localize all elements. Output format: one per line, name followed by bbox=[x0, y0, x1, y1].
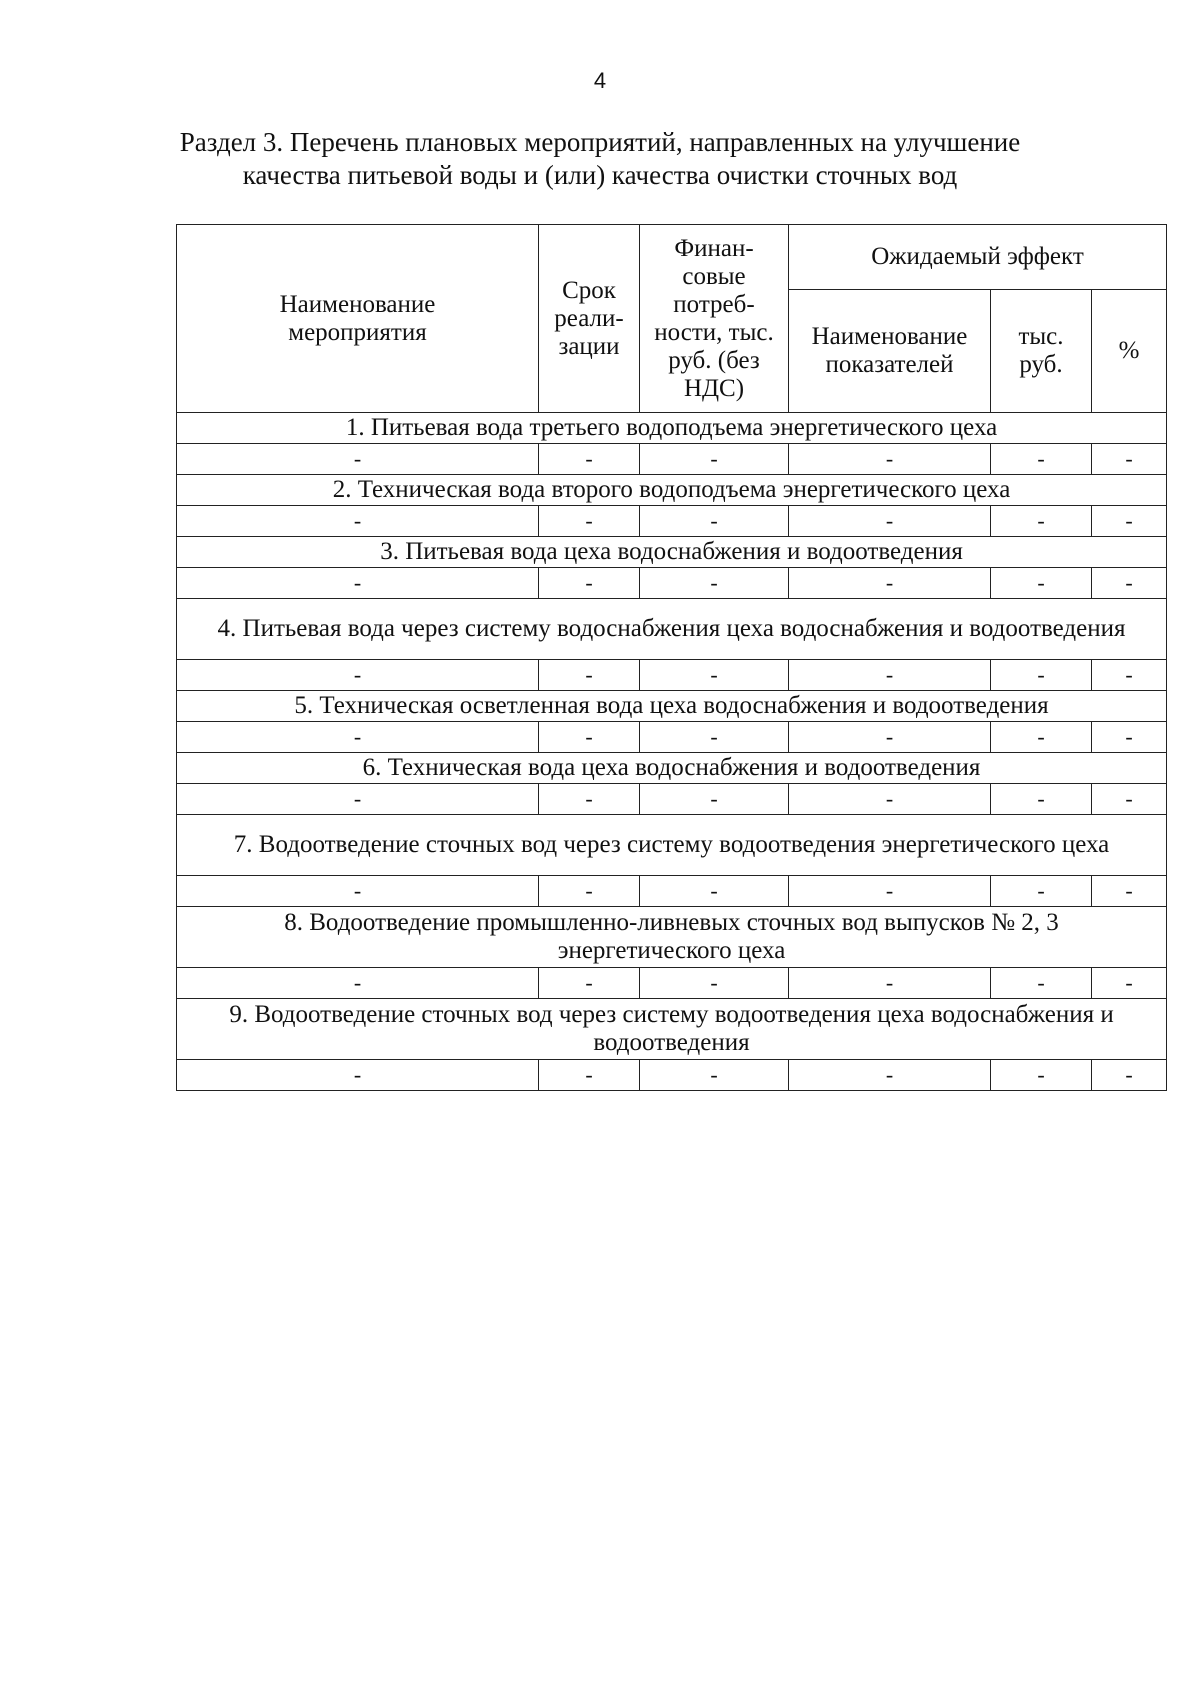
header-percent: % bbox=[1092, 290, 1167, 413]
section-title bbox=[150, 126, 1050, 192]
table-cell: - bbox=[1092, 722, 1167, 753]
section-title: 2. Техническая вода второго водоподъема энергетического цеха bbox=[177, 475, 1167, 506]
table-cell: - bbox=[177, 660, 539, 691]
header-measure-name: Наименование мероприятия bbox=[177, 225, 539, 413]
table-cell: - bbox=[177, 968, 539, 999]
table-cell: - bbox=[789, 784, 991, 815]
table-row bbox=[177, 660, 1167, 691]
table-row bbox=[177, 444, 1167, 475]
section-title: 1. Питьевая вода третьего водоподъема энергетического цеха bbox=[177, 413, 1167, 444]
section-title-line-1: Раздел 3. Перечень плановых мероприятий, направленных на улучшение bbox=[179, 127, 1021, 157]
table-cell: - bbox=[539, 568, 640, 599]
table-cell: - bbox=[991, 968, 1092, 999]
section-row bbox=[177, 691, 1167, 722]
table-cell: - bbox=[177, 722, 539, 753]
table-cell: - bbox=[789, 568, 991, 599]
table-cell: - bbox=[991, 784, 1092, 815]
section-title: 8. Водоотведение промышленно-ливневых сточных вод выпусков № 2, 3 энергетического цеха bbox=[177, 907, 1167, 968]
table-cell: - bbox=[789, 506, 991, 537]
table-cell: - bbox=[640, 568, 789, 599]
section-title: 5. Техническая осветленная вода цеха водоснабжения и водоотведения bbox=[177, 691, 1167, 722]
table-cell: - bbox=[177, 1060, 539, 1091]
table-row bbox=[177, 784, 1167, 815]
table-cell: - bbox=[640, 660, 789, 691]
header-indicators: Наименование показателей bbox=[789, 290, 991, 413]
table-cell: - bbox=[1092, 506, 1167, 537]
table-cell: - bbox=[789, 968, 991, 999]
section-title: 6. Техническая вода цеха водоснабжения и водоотведения bbox=[177, 753, 1167, 784]
section-row bbox=[177, 999, 1167, 1060]
header-thousand-rub: тыс. руб. bbox=[991, 290, 1092, 413]
section-title-line-2: качества питьевой воды и (или) качества очистки сточных вод bbox=[242, 160, 958, 190]
section-row bbox=[177, 907, 1167, 968]
table-cell: - bbox=[539, 660, 640, 691]
table-cell: - bbox=[1092, 1060, 1167, 1091]
section-title: 7. Водоотведение сточных вод через систему водоотведения энергетического цеха bbox=[177, 815, 1167, 876]
plan-table bbox=[176, 224, 1167, 1091]
table-cell: - bbox=[539, 968, 640, 999]
table-cell: - bbox=[991, 876, 1092, 907]
table-row bbox=[177, 1060, 1167, 1091]
table-row bbox=[177, 568, 1167, 599]
table-cell: - bbox=[539, 444, 640, 475]
section-title: 9. Водоотведение сточных вод через систему водоотведения цеха водоснабжения и водоотведения bbox=[177, 999, 1167, 1060]
table-cell: - bbox=[1092, 784, 1167, 815]
section-row bbox=[177, 815, 1167, 876]
table-cell: - bbox=[991, 506, 1092, 537]
table-cell: - bbox=[177, 444, 539, 475]
section-title: 3. Питьевая вода цеха водоснабжения и водоотведения bbox=[177, 537, 1167, 568]
section-row bbox=[177, 537, 1167, 568]
section-row bbox=[177, 475, 1167, 506]
table-cell: - bbox=[539, 876, 640, 907]
table-cell: - bbox=[177, 506, 539, 537]
table-cell: - bbox=[539, 506, 640, 537]
table-cell: - bbox=[789, 876, 991, 907]
table-cell: - bbox=[177, 568, 539, 599]
table-cell: - bbox=[991, 444, 1092, 475]
table-row bbox=[177, 876, 1167, 907]
section-row bbox=[177, 413, 1167, 444]
table-cell: - bbox=[539, 722, 640, 753]
table-cell: - bbox=[1092, 660, 1167, 691]
table-cell: - bbox=[640, 876, 789, 907]
header-expected-effect: Ожидаемый эффект bbox=[789, 225, 1167, 290]
table-cell: - bbox=[640, 968, 789, 999]
table-cell: - bbox=[1092, 568, 1167, 599]
header-finance: Финан-совые потреб-ности, тыс. руб. (без НДС) bbox=[640, 225, 789, 413]
table-cell: - bbox=[640, 444, 789, 475]
table-cell: - bbox=[991, 568, 1092, 599]
table-cell: - bbox=[991, 1060, 1092, 1091]
table-row bbox=[177, 506, 1167, 537]
table-cell: - bbox=[539, 1060, 640, 1091]
table-cell: - bbox=[789, 444, 991, 475]
table-cell: - bbox=[539, 784, 640, 815]
table-cell: - bbox=[789, 1060, 991, 1091]
section-title: 4. Питьевая вода через систему водоснабжения цеха водоснабжения и водоотведения bbox=[177, 599, 1167, 660]
table-cell: - bbox=[991, 722, 1092, 753]
table-cell: - bbox=[1092, 876, 1167, 907]
table-cell: - bbox=[640, 1060, 789, 1091]
table-cell: - bbox=[177, 784, 539, 815]
table-cell: - bbox=[640, 784, 789, 815]
plan-table-body bbox=[177, 413, 1167, 1091]
table-row bbox=[177, 968, 1167, 999]
table-cell: - bbox=[640, 722, 789, 753]
table-cell: - bbox=[789, 722, 991, 753]
table-cell: - bbox=[177, 876, 539, 907]
table-cell: - bbox=[1092, 444, 1167, 475]
section-row bbox=[177, 599, 1167, 660]
page-number: 4 bbox=[593, 68, 607, 93]
table-row bbox=[177, 722, 1167, 753]
table-cell: - bbox=[1092, 968, 1167, 999]
section-row bbox=[177, 753, 1167, 784]
table-cell: - bbox=[789, 660, 991, 691]
table-cell: - bbox=[640, 506, 789, 537]
table-cell: - bbox=[991, 660, 1092, 691]
header-term: Срок реали-зации bbox=[539, 225, 640, 413]
